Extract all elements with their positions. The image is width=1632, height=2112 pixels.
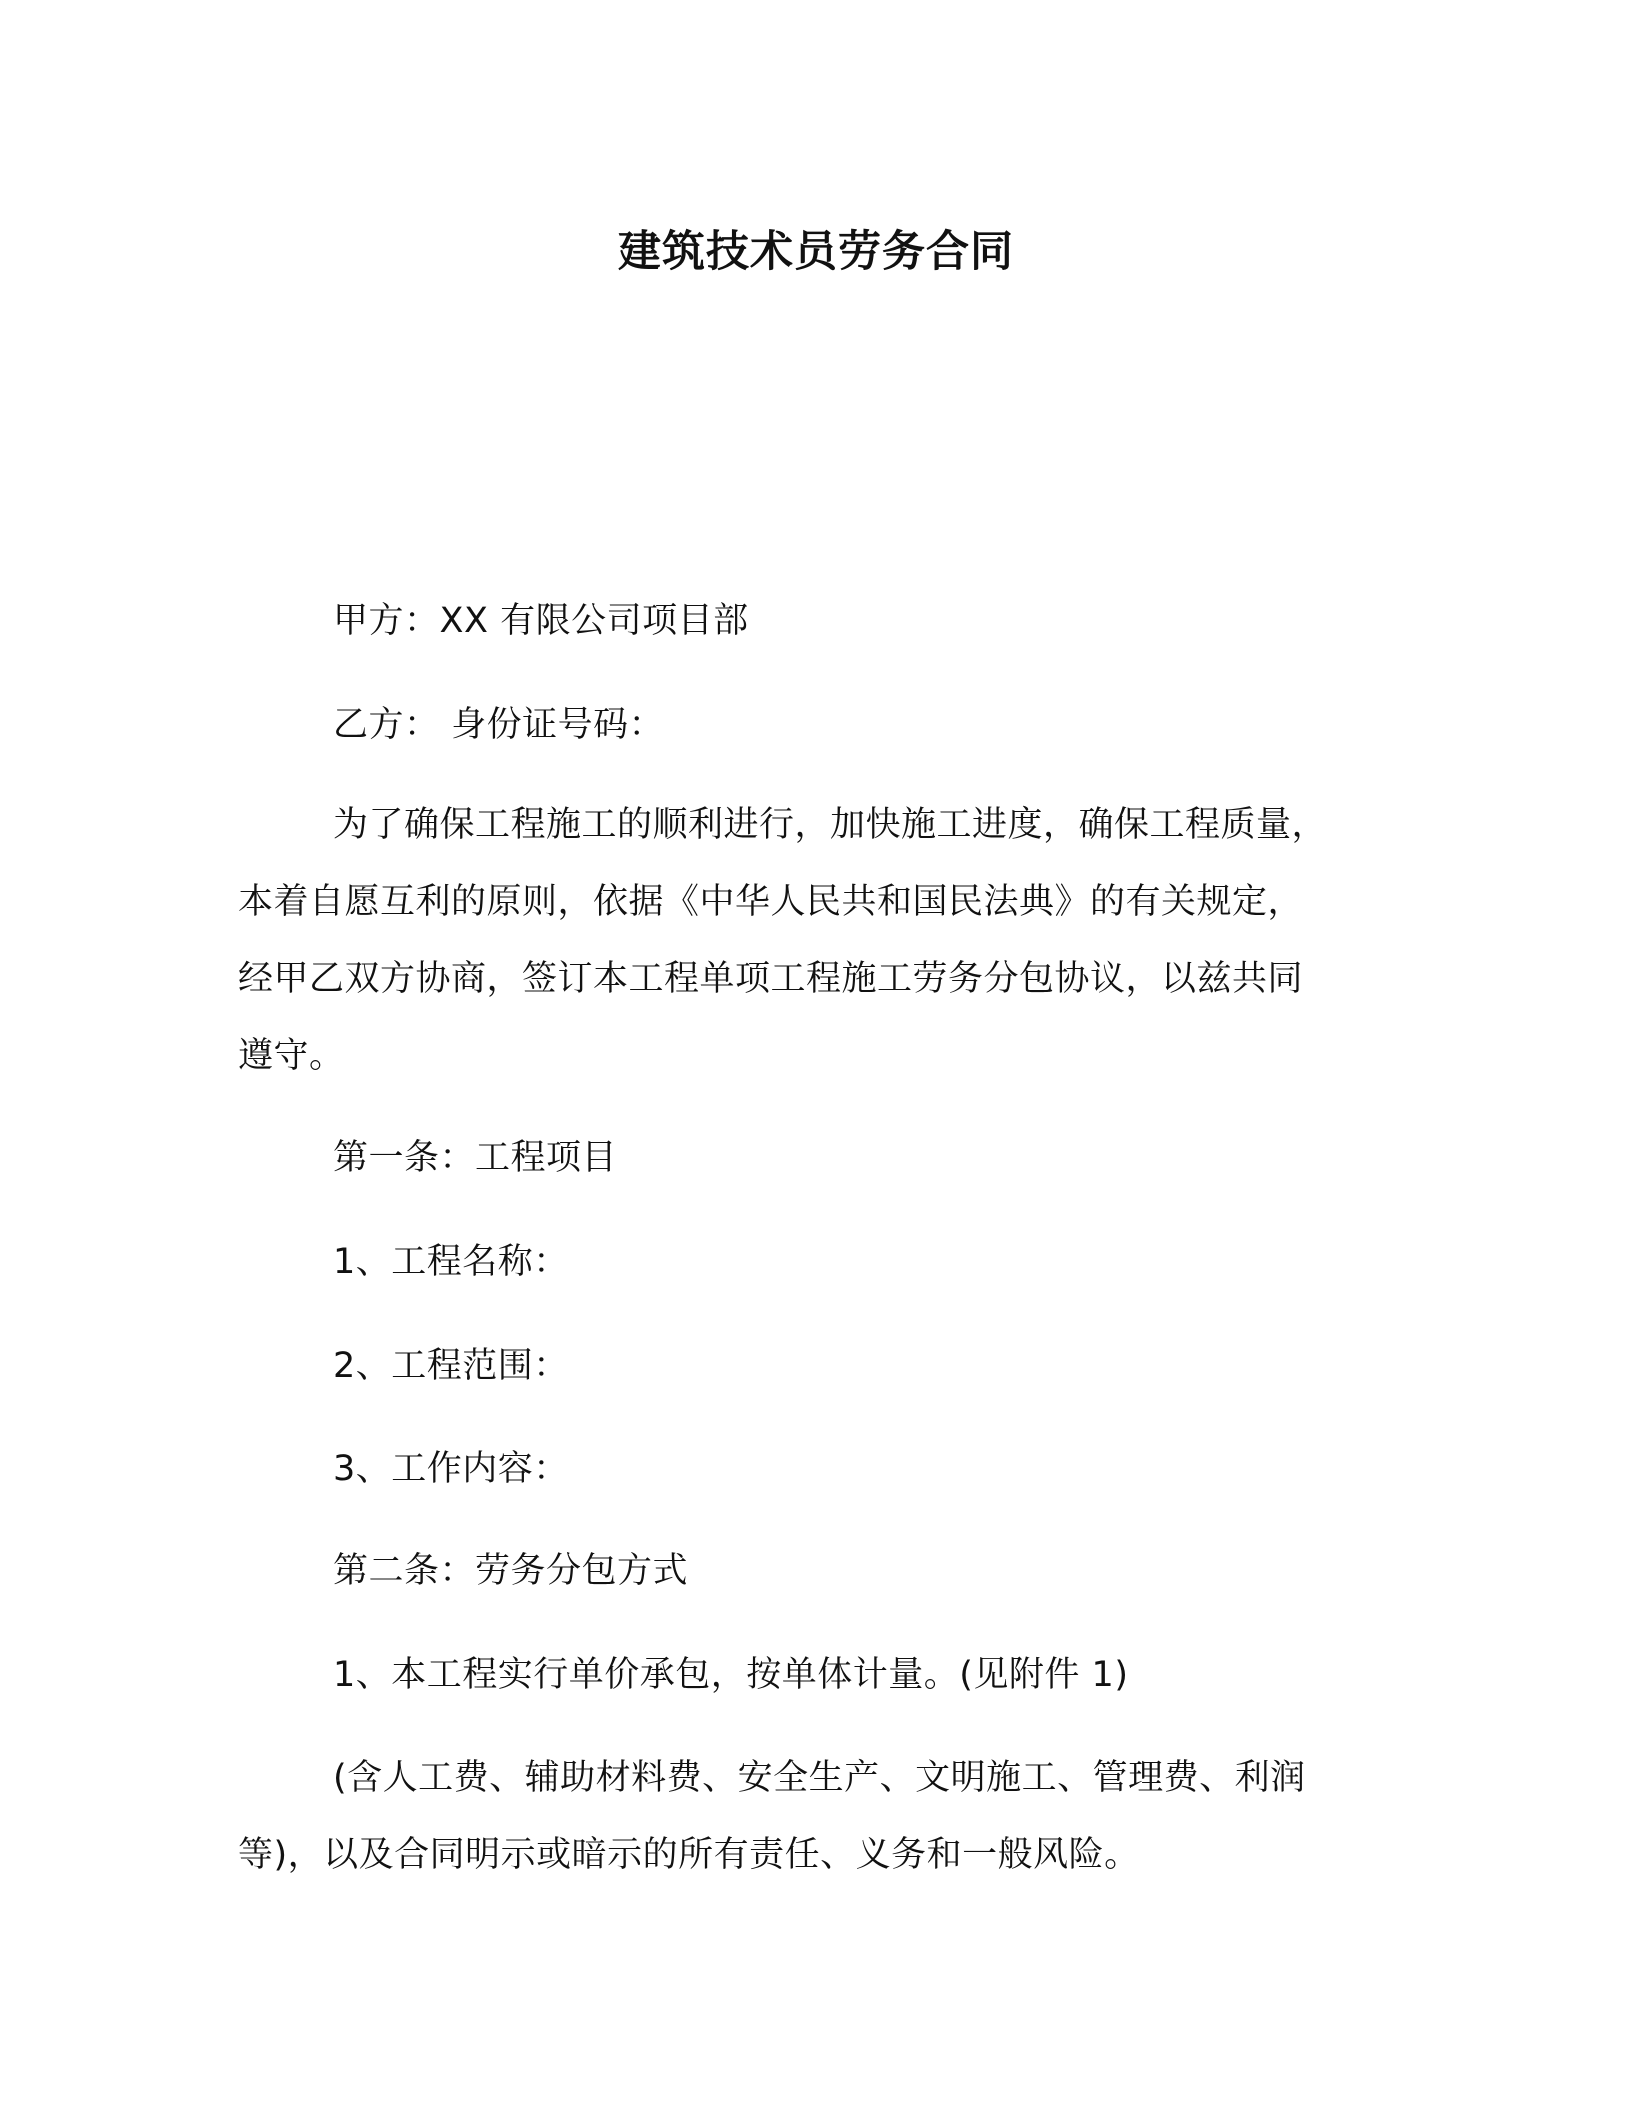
article-1-item-2: 2、工程范围： bbox=[333, 1346, 569, 1386]
party-a-line: 甲方：XX 有限公司项目部 bbox=[333, 601, 749, 641]
document-title: 建筑技术员劳务合同 bbox=[618, 227, 1014, 277]
party-b-line: 乙方： 身份证号码： bbox=[333, 705, 665, 745]
article-1-heading: 第一条：工程项目 bbox=[333, 1138, 618, 1178]
preamble-line-3: 经甲乙双方协商，签订本工程单项工程施工劳务分包协议，以兹共同 bbox=[238, 959, 1304, 999]
article-2-heading: 第二条：劳务分包方式 bbox=[333, 1551, 689, 1591]
preamble-line-1: 为了确保工程施工的顺利进行，加快施工进度，确保工程质量， bbox=[333, 805, 1328, 845]
article-1-item-3: 3、工作内容： bbox=[333, 1449, 569, 1489]
preamble-line-2: 本着自愿互利的原则，依据《中华人民共和国民法典》的有关规定， bbox=[238, 882, 1304, 922]
article-2-note-line-2: 等)，以及合同明示或暗示的所有责任、义务和一般风险。 bbox=[238, 1835, 1140, 1875]
article-2-item-1: 1、本工程实行单价承包，按单体计量。(见附件 1) bbox=[333, 1655, 1129, 1695]
article-2-note-line-1: (含人工费、辅助材料费、安全生产、文明施工、管理费、利润 bbox=[333, 1758, 1306, 1798]
article-1-item-1: 1、工程名称： bbox=[333, 1242, 569, 1282]
preamble-line-4: 遵守。 bbox=[238, 1036, 345, 1076]
